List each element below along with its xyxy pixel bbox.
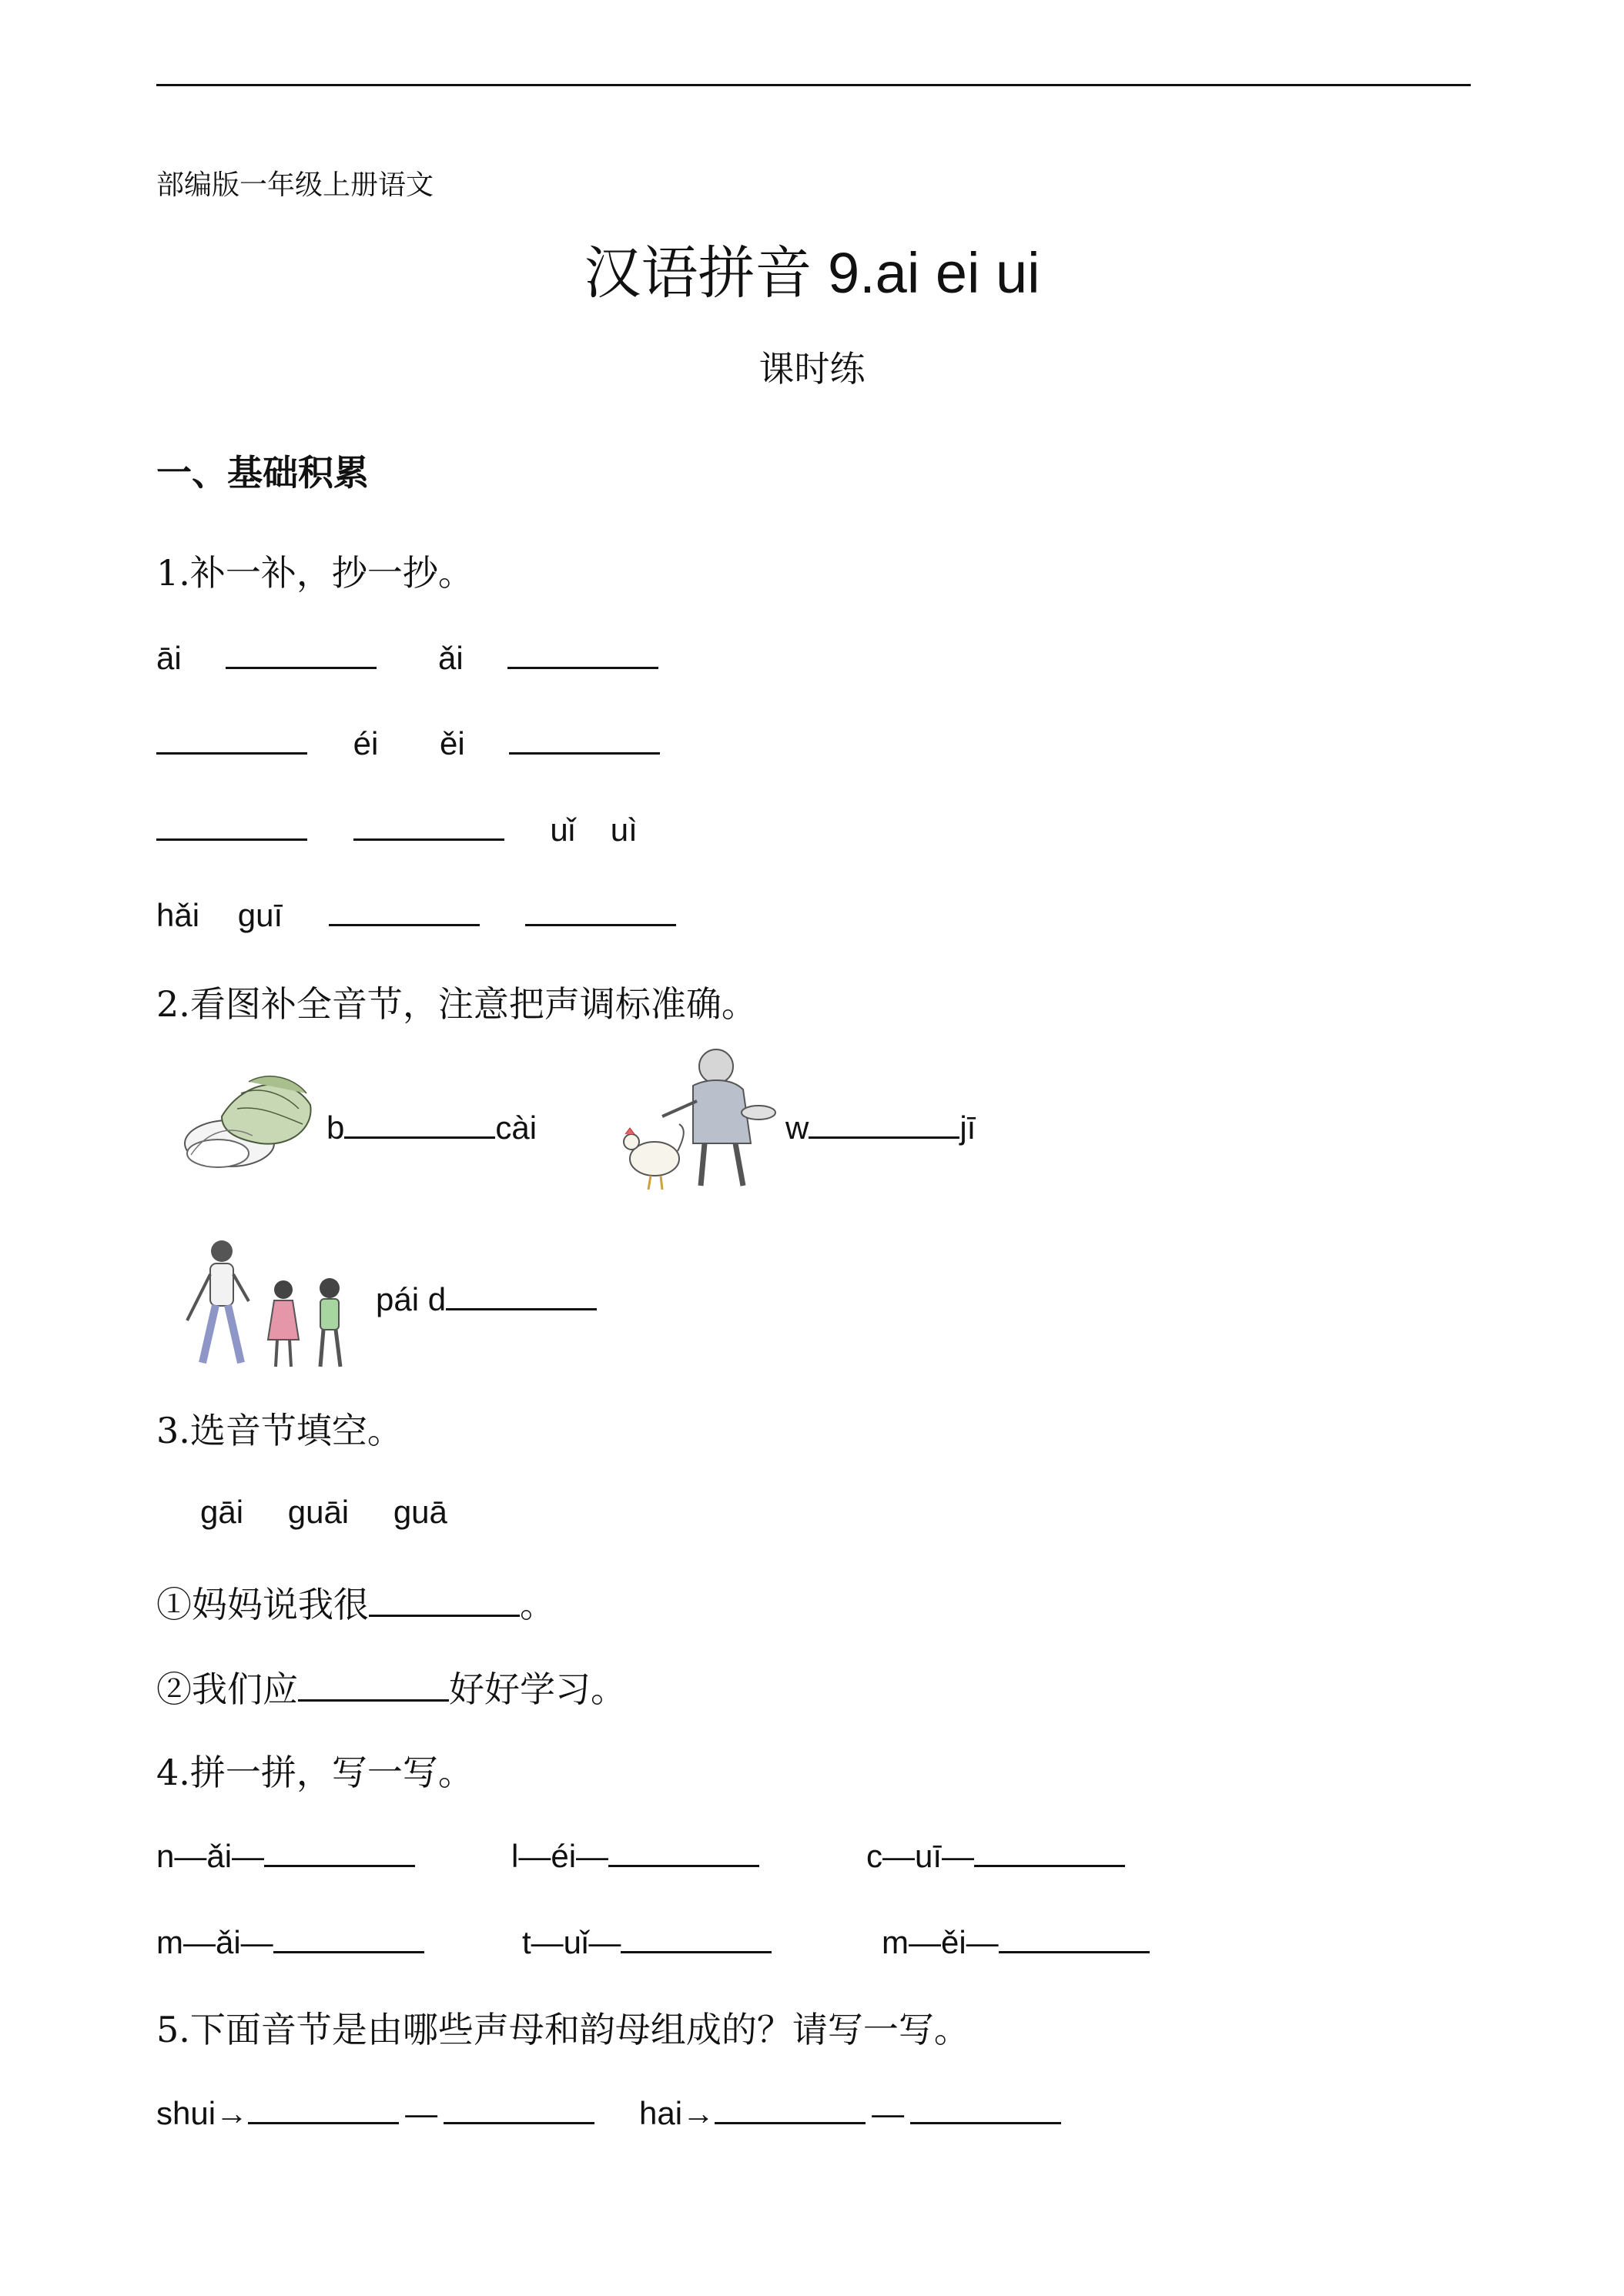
spelling: c—uī— — [866, 1838, 975, 1874]
syllable: hai→ — [639, 2095, 715, 2131]
answer-blank[interactable] — [226, 636, 377, 669]
q1-row-3 — [156, 808, 638, 848]
q2-item-queue — [376, 1277, 597, 1318]
q1-row-2 — [156, 721, 660, 762]
answer-blank[interactable] — [298, 1668, 449, 1702]
queue-people-icon — [176, 1236, 360, 1374]
sentence-text: 好好学习。 — [449, 1668, 626, 1710]
answer-blank[interactable] — [525, 893, 676, 926]
syllable-part: b — [326, 1110, 345, 1146]
q2-item-chicken — [785, 1106, 976, 1146]
sentence-text: 。 — [520, 1584, 555, 1625]
sentence-text: ①妈妈说我很 — [156, 1584, 369, 1625]
section-heading: 一、基础积累 — [156, 452, 369, 494]
q1-row-4 — [156, 893, 676, 934]
answer-blank[interactable] — [507, 636, 658, 669]
answer-blank[interactable] — [156, 808, 307, 841]
answer-blank[interactable] — [999, 1920, 1150, 1953]
answer-blank[interactable] — [329, 893, 480, 926]
answer-blank[interactable] — [273, 1920, 424, 1953]
q4-row-2b — [522, 1920, 772, 1961]
answer-blank[interactable] — [248, 2091, 399, 2124]
q1-row-1 — [156, 636, 658, 677]
feeding-chicken-icon — [608, 1043, 782, 1197]
syllable-part: pái d — [376, 1281, 447, 1317]
q4-row-1 — [156, 1834, 415, 1875]
syllable-part: cài — [495, 1110, 537, 1146]
q5-item-shui — [156, 2091, 594, 2132]
answer-blank[interactable] — [444, 2091, 594, 2124]
page-title: 汉语拼音 9.ai ei ui — [584, 241, 1040, 305]
spelling: t—uǐ— — [522, 1924, 621, 1960]
choice: gāi — [200, 1494, 244, 1530]
answer-blank[interactable] — [809, 1106, 959, 1139]
syllable: hǎi — [156, 897, 200, 933]
answer-blank[interactable] — [715, 2091, 866, 2124]
answer-blank[interactable] — [353, 808, 504, 841]
q4-row-1c — [866, 1834, 1125, 1875]
q2-item-cabbage — [326, 1106, 537, 1146]
q3-choices — [200, 1494, 447, 1531]
spelling: l—éi— — [511, 1838, 609, 1874]
q5-prompt: 5.下面音节是由哪些声母和韵母组成的？请写一写。 — [156, 2009, 969, 2050]
answer-blank[interactable] — [608, 1834, 759, 1867]
syllable: uì — [610, 812, 638, 848]
cabbage-icon — [176, 1063, 318, 1178]
syllable-part: jī — [959, 1110, 976, 1146]
answer-blank[interactable] — [264, 1834, 415, 1867]
answer-blank[interactable] — [509, 721, 660, 755]
answer-blank[interactable] — [369, 1584, 520, 1617]
q3-sentence-2 — [156, 1662, 626, 1712]
choice: guā — [393, 1494, 447, 1530]
q5-item-hai — [639, 2091, 1061, 2132]
subject-label: 部编版一年级上册语文 — [156, 169, 434, 201]
q4-prompt: 4.拼一拼，写一写。 — [156, 1752, 474, 1793]
answer-blank[interactable] — [974, 1834, 1125, 1867]
dash: — — [405, 2095, 438, 2131]
answer-blank[interactable] — [344, 1106, 495, 1139]
syllable: ěi — [440, 725, 465, 761]
syllable: guī — [237, 897, 283, 933]
spelling: m—ěi— — [882, 1924, 999, 1960]
syllable: uǐ — [550, 812, 576, 848]
answer-blank[interactable] — [156, 721, 307, 755]
syllable: ǎi — [438, 640, 464, 676]
syllable-part: w — [785, 1110, 809, 1146]
answer-blank[interactable] — [910, 2091, 1061, 2124]
answer-blank[interactable] — [446, 1277, 597, 1310]
dash: — — [872, 2095, 905, 2131]
choice: guāi — [287, 1494, 350, 1530]
q4-row-2c — [882, 1920, 1150, 1961]
q4-row-1b — [511, 1834, 759, 1875]
sentence-text: ②我们应 — [156, 1668, 298, 1710]
syllable: āi — [156, 640, 182, 676]
page-subtitle: 课时练 — [758, 348, 866, 390]
syllable: shui→ — [156, 2095, 249, 2131]
q2-prompt: 2.看图补全音节，注意把声调标准确。 — [156, 983, 757, 1025]
spelling: n—ǎi— — [156, 1838, 265, 1874]
q4-row-2 — [156, 1920, 424, 1961]
q3-sentence-1 — [156, 1577, 555, 1628]
spelling: m—ǎi— — [156, 1924, 273, 1960]
q1-prompt: 1.补一补，抄一抄。 — [156, 552, 474, 594]
q3-prompt: 3.选音节填空。 — [156, 1410, 403, 1451]
answer-blank[interactable] — [621, 1920, 772, 1953]
syllable: éi — [353, 725, 379, 761]
top-rule — [156, 84, 1471, 86]
